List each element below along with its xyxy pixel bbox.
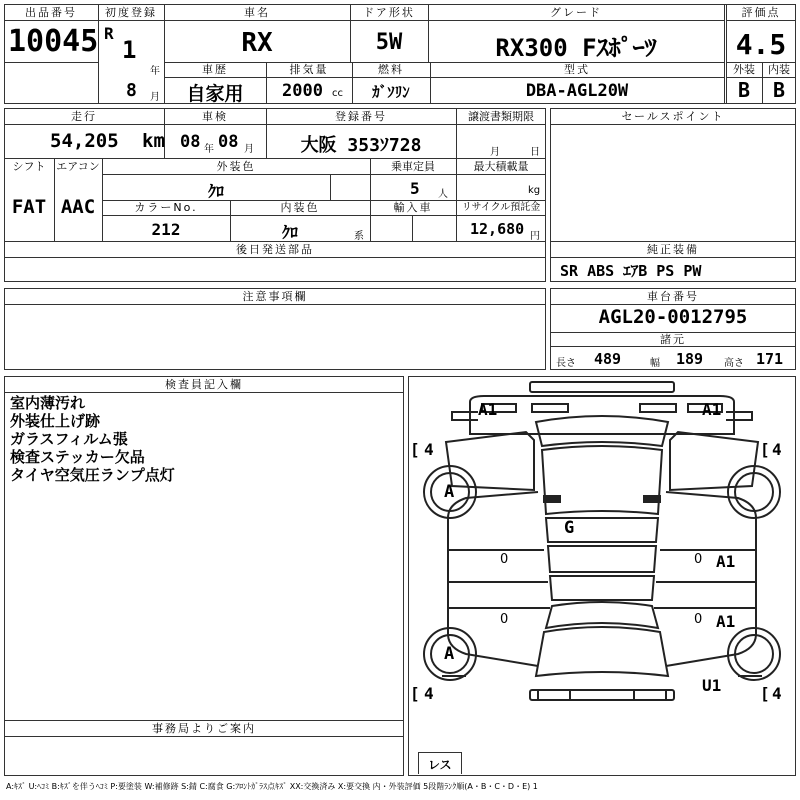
ac: AAC — [60, 196, 96, 218]
door-type: 5W — [375, 30, 403, 55]
chassis-number: AGL20-0012795 — [598, 306, 748, 328]
int-color-label: 内装色 — [280, 201, 320, 214]
transfer-day-unit: 日 — [530, 147, 540, 158]
tire-rr-bracket: [ — [760, 684, 770, 703]
inspector-note: タイヤ空気圧ランプ点灯 — [10, 466, 175, 484]
ext-grade: B — [737, 78, 751, 102]
history: 自家用 — [186, 83, 244, 105]
import-label: 輸入車 — [393, 201, 433, 214]
color-no-label: カラーNo. — [134, 201, 198, 214]
plate: 大阪 353ｿ728 — [300, 135, 422, 156]
door-rr-zero: 0 — [694, 612, 703, 627]
height-label: 高さ — [724, 358, 744, 369]
ext-color: ｸﾛ — [207, 182, 224, 201]
fuel-label: 燃料 — [378, 63, 404, 76]
reg-era: R — [104, 24, 114, 43]
office-label: 事務局よりご案内 — [152, 722, 256, 735]
score: 4.5 — [735, 28, 787, 61]
insp-year: 08 — [180, 132, 201, 152]
tire-rl: 4 — [424, 684, 434, 703]
model: DBA-AGL20W — [525, 81, 629, 101]
equipment-items: SR ABS ｴｱB PS PW — [560, 262, 702, 280]
recycle: 12,680 — [470, 220, 525, 238]
ext-grade-label: 外装 — [733, 63, 755, 76]
length-label: 長さ — [556, 358, 576, 369]
chassis-label: 車台番号 — [647, 290, 699, 303]
car-name-label: 車名 — [244, 6, 270, 19]
reg-label: 初度登録 — [105, 6, 157, 19]
inspector-note: 外装仕上げ跡 — [10, 412, 101, 430]
load-label: 最大積載量 — [473, 160, 529, 173]
reg-month: 8 — [126, 80, 137, 101]
mark-wheel-fl: A — [444, 482, 455, 502]
transfer-month-unit: 月 — [490, 147, 500, 158]
inspector-notes — [10, 394, 400, 484]
car-name: RX — [241, 28, 273, 58]
shift: FAT — [11, 196, 47, 218]
spare-tire: レス — [428, 758, 452, 772]
mark-wheel-rl: A — [444, 644, 455, 664]
displacement-label: 排気量 — [289, 63, 329, 76]
height: 171 — [756, 350, 784, 368]
tire-rr: 4 — [772, 684, 782, 703]
later-parts-label: 後日発送部品 — [236, 243, 314, 256]
capacity-label: 乗車定員 — [391, 160, 435, 173]
mileage-label: 走行 — [71, 110, 97, 123]
insp-year-unit: 年 — [204, 144, 214, 155]
ac-label: エアコン — [56, 160, 100, 173]
int-color: ｸﾛ — [281, 223, 298, 242]
inspection-label: 車検 — [202, 110, 228, 123]
door-fl-zero: 0 — [500, 552, 509, 567]
mark-door-fr: A1 — [716, 552, 736, 571]
inspector-note: 室内薄汚れ — [10, 394, 86, 412]
displacement: 2000 — [282, 81, 323, 101]
mark-windshield: G — [564, 518, 575, 538]
equipment-label: 純正装備 — [647, 243, 699, 256]
sales-points-label: セールスポイント — [621, 110, 725, 123]
grade: RX300 Fｽﾎﾟｰﾂ — [495, 34, 657, 62]
mark-rear-right: U1 — [702, 676, 722, 695]
caution-label: 注意事項欄 — [242, 290, 308, 303]
recycle-label: リサイクル預託金 — [461, 202, 541, 213]
insp-month: 08 — [218, 132, 239, 152]
load-unit: kg — [528, 185, 541, 196]
mark-front-right: A1 — [702, 400, 722, 419]
int-color-unit: 系 — [354, 231, 364, 242]
insp-month-unit: 月 — [244, 144, 254, 155]
specs-label: 諸元 — [660, 333, 686, 346]
lot-label: 出品番号 — [25, 6, 77, 19]
fuel: ｶﾞｿﾘﾝ — [372, 83, 410, 101]
mark-front-left: A1 — [478, 400, 498, 419]
door-rl-zero: 0 — [500, 612, 509, 627]
reg-month-unit: 月 — [150, 92, 160, 103]
tire-fl: 4 — [424, 440, 434, 459]
displacement-unit: cc — [332, 88, 343, 99]
int-grade: B — [772, 78, 786, 102]
reg-year: 1 — [122, 36, 137, 64]
recycle-unit: 円 — [530, 231, 540, 242]
grade-label: グレード — [550, 6, 602, 19]
score-label: 評価点 — [741, 6, 781, 19]
tire-fl-bracket: [ — [410, 440, 420, 459]
reg-year-unit: 年 — [150, 66, 160, 77]
capacity: 5 — [410, 179, 420, 198]
inspector-note: 検査ステッカー欠品 — [10, 448, 145, 466]
inspector-label: 検査員記入欄 — [165, 378, 243, 391]
color-no: 212 — [151, 220, 181, 239]
model-label: 型式 — [564, 63, 590, 76]
transfer-label: 譲渡書類期限 — [468, 110, 534, 123]
door-fr-zero: 0 — [694, 552, 703, 567]
plate-label: 登録番号 — [335, 110, 387, 123]
inspector-note: ガラスフィルム張 — [10, 430, 128, 448]
mileage: 54,205 — [50, 130, 119, 152]
mileage-unit: km — [142, 130, 165, 152]
tire-fr: 4 — [772, 440, 782, 459]
car-diagram — [408, 376, 796, 776]
door-label: ドア形状 — [363, 6, 415, 19]
tire-rl-bracket: [ — [410, 684, 420, 703]
int-grade-label: 内装 — [768, 63, 790, 76]
width-label: 幅 — [650, 358, 660, 369]
shift-label: シフト — [12, 160, 46, 173]
length: 489 — [594, 350, 622, 368]
width: 189 — [676, 350, 704, 368]
history-label: 車歴 — [202, 63, 228, 76]
lot-number: 10045 — [8, 24, 99, 59]
mark-door-rr: A1 — [716, 612, 736, 631]
tire-fr-bracket: [ — [760, 440, 770, 459]
capacity-unit: 人 — [438, 189, 448, 200]
legend: A:ｷｽﾞ U:ﾍｺﾐ B:ｷｽﾞを伴うﾍｺﾐ P:要塗装 W:補修跡 S:錆 C:腐食 G:ﾌﾛﾝﾄｶﾞﾗｽ点ｷｽﾞ XX:交換済み X:要交換 内・外装評価 5段階ﾗﾝｸ順(A・B・C・D・E) 1 — [6, 782, 538, 791]
ext-color-label: 外装色 — [216, 160, 256, 173]
